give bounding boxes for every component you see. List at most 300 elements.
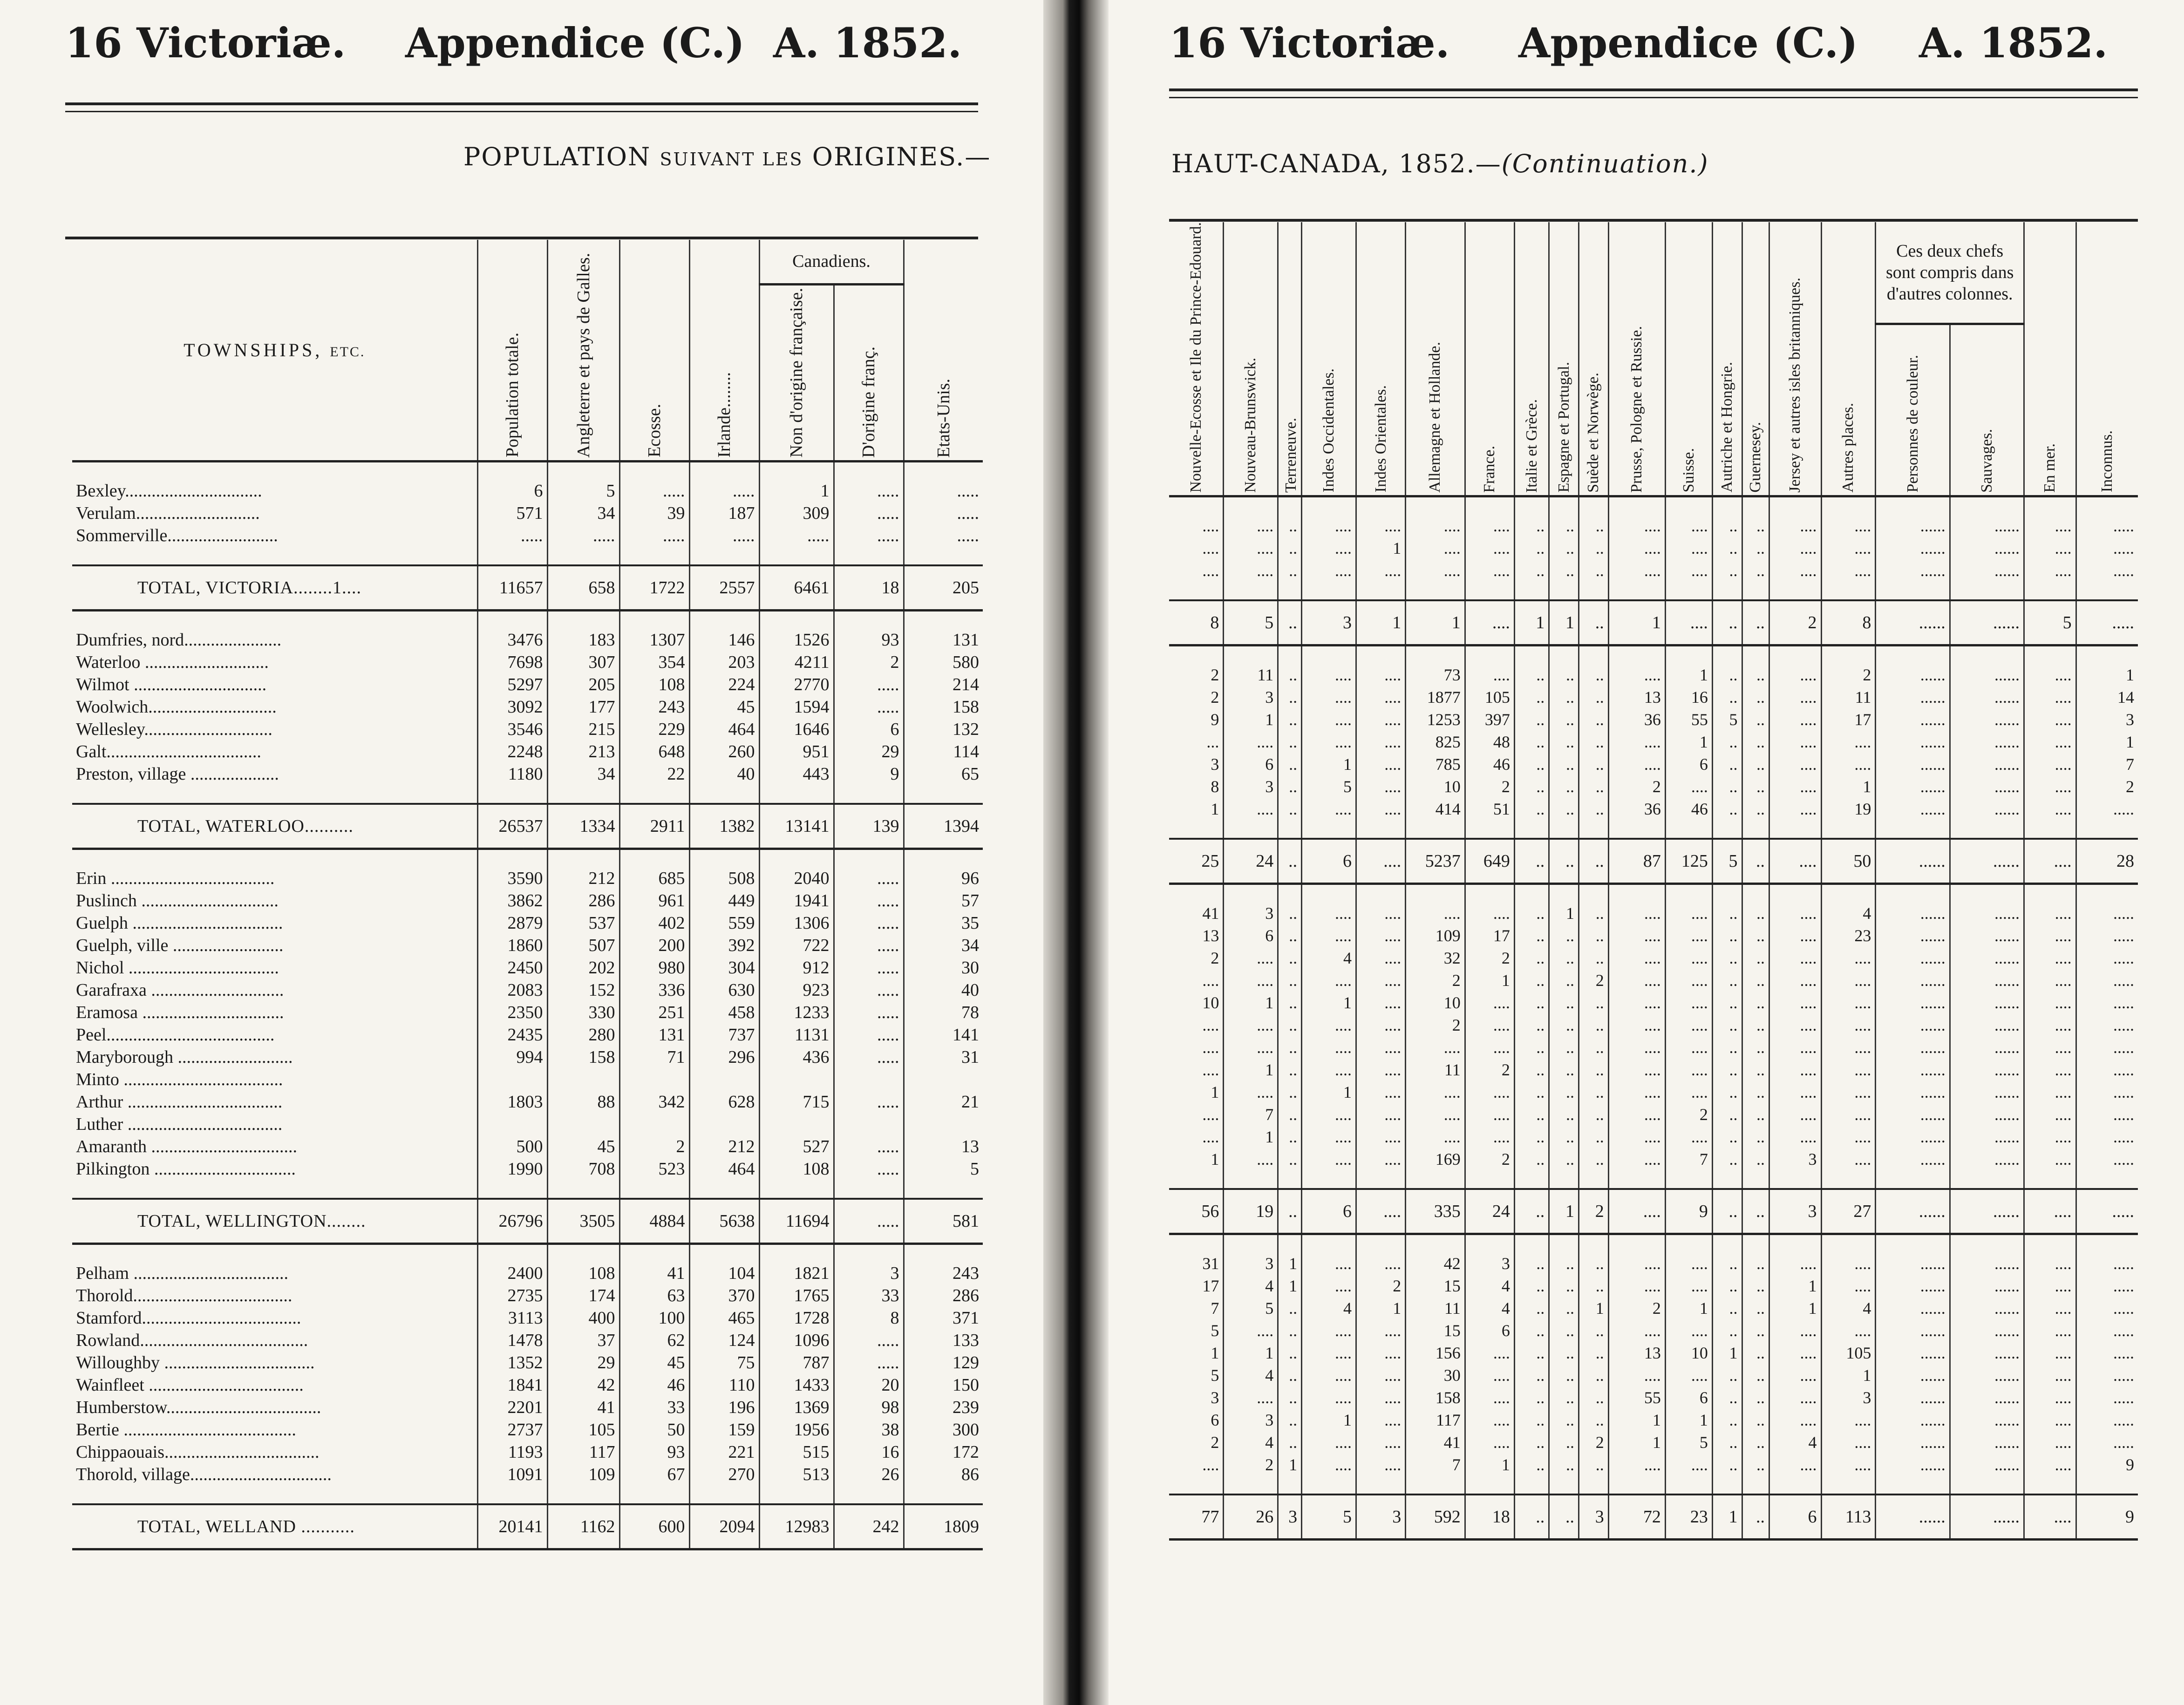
cell-value: .. [1278, 537, 1302, 559]
cell-value: .... [2024, 1319, 2076, 1342]
cell-value: 221 [689, 1441, 759, 1463]
cell-value: 98 [834, 1396, 904, 1419]
cell-value: .. [1742, 1014, 1769, 1036]
cell-value: .... [1821, 537, 1876, 559]
cell-value: .. [1742, 686, 1769, 708]
cell-value: .. [1514, 515, 1549, 537]
township-name: Stamford.................................... [76, 1308, 301, 1328]
cell-value: .. [1278, 1148, 1302, 1170]
cell-value: .... [1821, 1103, 1876, 1126]
cell-value: ...... [1950, 686, 2024, 708]
cell-value: 513 [759, 1463, 834, 1486]
cell-value: 2 [1356, 1275, 1406, 1297]
cell-value: 708 [547, 1158, 619, 1180]
cell-value: .... [1302, 798, 1356, 820]
cell-value: .... [1356, 1409, 1406, 1431]
cell-value: .... [1821, 1059, 1876, 1081]
townships-header [72, 240, 477, 461]
cell-value: 2248 [477, 740, 547, 763]
cell-value: .. [1549, 1014, 1579, 1036]
table-row [72, 629, 983, 651]
cell-value: .. [1742, 1386, 1769, 1409]
total-value: 5 [2024, 600, 2076, 645]
cell-value: 715 [759, 1091, 834, 1113]
cell-value: 4 [1302, 1297, 1356, 1319]
cell-value: 397 [1465, 708, 1514, 731]
table-row [72, 979, 983, 1001]
cell-value: 146 [689, 629, 759, 651]
cell-value: .. [1278, 1319, 1302, 1342]
cell-value: .. [1278, 1059, 1302, 1081]
cell-value: .. [1579, 902, 1609, 924]
cell-value: 40 [689, 763, 759, 785]
table-row [72, 651, 983, 673]
cell-value: .... [1769, 1081, 1821, 1103]
total-value: 23 [1665, 1494, 1712, 1539]
col-irlande: Irlande........ [689, 240, 759, 461]
cell-value: ...... [1950, 1431, 2024, 1454]
total-value: 592 [1406, 1494, 1465, 1539]
cell-value: 1 [1356, 1297, 1406, 1319]
cell-value: 1 [2076, 731, 2138, 753]
cell-value: .. [1712, 1059, 1742, 1081]
cell-value: 458 [689, 1001, 759, 1024]
cell-value: 1 [1211, 1150, 1219, 1169]
cell-value: 370 [689, 1284, 759, 1307]
cell-value: ..... [477, 524, 547, 547]
gap-row [1169, 820, 2138, 839]
cell-value: 4 [1302, 947, 1356, 969]
township-name: Bexley............................... [76, 481, 262, 501]
cell-value: .... [1356, 775, 1406, 798]
column-header: Terreneuve. [1278, 222, 1302, 496]
cell-value: ...... [1950, 731, 2024, 753]
table-row [72, 1158, 983, 1180]
cell-value: .... [1769, 1103, 1821, 1126]
cell-value: .... [1821, 969, 1876, 992]
cell-value: .... [1769, 708, 1821, 731]
total-value: 2094 [689, 1504, 759, 1549]
cell-value: .. [1514, 1319, 1549, 1342]
total-value: ...... [1950, 1189, 2024, 1234]
cell-value: .. [1742, 1454, 1769, 1476]
table-row [1169, 1081, 2138, 1103]
cell-value: 1 [1211, 800, 1219, 819]
cell-value: .. [1712, 515, 1742, 537]
cell-value: .... [1465, 992, 1514, 1014]
cell-value: 108 [759, 1158, 834, 1180]
cell-value: 2 [1665, 1103, 1712, 1126]
cell-value: 37 [547, 1329, 619, 1352]
cell-value: ..... [2076, 1297, 2138, 1319]
cell-value: 1307 [619, 629, 689, 651]
cell-value: .... [2024, 798, 2076, 820]
cell-value: ..... [834, 1158, 904, 1180]
cell-value: .... [1465, 1409, 1514, 1431]
cell-value: .... [1356, 1431, 1406, 1454]
cell-value: ..... [834, 696, 904, 718]
header-right: A. 1852. [773, 19, 962, 67]
cell-value: 1306 [759, 912, 834, 934]
cell-value: 2435 [477, 1024, 547, 1046]
canadiens-group-header: Canadiens. [759, 240, 904, 284]
cell-value: .. [1579, 708, 1609, 731]
cell-value: ..... [2076, 902, 2138, 924]
cell-value: 4 [1769, 1431, 1821, 1454]
township-name: Pelham ................................... [76, 1263, 288, 1283]
cell-value: ...... [1950, 798, 2024, 820]
township-name: Erin ..................................... [76, 869, 275, 888]
cell-value: 1131 [759, 1024, 834, 1046]
cell-value: .. [1712, 537, 1742, 559]
cell-value: .. [1549, 1081, 1579, 1103]
cell-value: .... [1608, 1059, 1665, 1081]
cell-value: .. [1549, 1319, 1579, 1342]
table-row [1169, 1454, 2138, 1476]
chefs-group-header: Ces deux chefs sont compris dans d'autres colonnes. [1876, 222, 2024, 324]
cell-value: 11 [1224, 664, 1278, 686]
cell-value: .... [2024, 1364, 2076, 1386]
cell-value: 2 [1406, 1014, 1465, 1036]
cell-value: .... [2024, 559, 2076, 582]
table-row [72, 1091, 983, 1113]
cell-value: 1433 [759, 1374, 834, 1396]
cell-value: 42 [547, 1374, 619, 1396]
cell-value: .... [1356, 1319, 1406, 1342]
cell-value: 1 [1224, 1126, 1278, 1148]
cell-value: ...... [1876, 1342, 1950, 1364]
table-top-rule [65, 237, 978, 239]
cell-value: .... [1224, 969, 1278, 992]
total-value: 3 [1769, 1189, 1821, 1234]
cell-value: .... [1224, 1014, 1278, 1036]
cell-value: 215 [547, 718, 619, 740]
cell-value: 508 [689, 867, 759, 890]
table-row [72, 934, 983, 957]
cell-value: .. [1514, 775, 1549, 798]
cell-value: .... [1406, 1081, 1465, 1103]
cell-value: 2400 [477, 1262, 547, 1284]
cell-value: 177 [547, 696, 619, 718]
total-value: 9 [1665, 1189, 1712, 1234]
table-row [1169, 924, 2138, 947]
cell-value: 722 [759, 934, 834, 957]
cell-value: 2 [1608, 1297, 1665, 1319]
cell-value: .... [1202, 1128, 1219, 1147]
total-value: 5 [1712, 839, 1742, 883]
cell-value: .. [1742, 1081, 1769, 1103]
cell-value: 6 [1465, 1319, 1514, 1342]
township-name: Preston, village .................... [76, 764, 279, 784]
table-row [1169, 1059, 2138, 1081]
page-title-right [1171, 149, 1709, 178]
cell-value: .... [1302, 1148, 1356, 1170]
cell-value: 1 [1665, 664, 1712, 686]
col-population-totale: Population totale. [477, 240, 547, 461]
cell-value: 2770 [759, 673, 834, 696]
cell-value: 3 [1211, 1388, 1219, 1407]
cell-value: 1233 [759, 1001, 834, 1024]
cell-value: .... [1302, 969, 1356, 992]
cell-value: 35 [904, 912, 983, 934]
cell-value: .. [1278, 686, 1302, 708]
cell-value: .... [1356, 902, 1406, 924]
cell-value [689, 1113, 759, 1135]
cell-value: 159 [689, 1419, 759, 1441]
cell-value: .... [1465, 1342, 1514, 1364]
table-row [1169, 902, 2138, 924]
cell-value: 4 [1465, 1297, 1514, 1319]
cell-value: ..... [2076, 1409, 2138, 1431]
total-value: 26537 [477, 804, 547, 849]
cell-value: ..... [2076, 992, 2138, 1014]
cell-value: .... [1202, 561, 1219, 580]
cell-value: 571 [477, 502, 547, 524]
cell-value: .... [1202, 516, 1219, 536]
cell-value: .... [2024, 902, 2076, 924]
cell-value: .... [1302, 708, 1356, 731]
cell-value: .. [1579, 1252, 1609, 1275]
cell-value: 1594 [759, 696, 834, 718]
table-row [1169, 992, 2138, 1014]
cell-value: 2 [1211, 1433, 1219, 1452]
cell-value: 2 [1608, 775, 1665, 798]
cell-value: ...... [1950, 515, 2024, 537]
total-value: .. [1514, 1494, 1549, 1539]
cell-value: 1 [1712, 1342, 1742, 1364]
cell-value: .. [1549, 686, 1579, 708]
cell-value: .... [1608, 731, 1665, 753]
cell-value: .. [1742, 798, 1769, 820]
cell-value: 1 [1224, 1059, 1278, 1081]
cell-value: ..... [547, 524, 619, 547]
table-row [72, 1352, 983, 1374]
total-value: .. [1549, 839, 1579, 883]
column-header: Indes Occidentales. [1302, 222, 1356, 496]
cell-value: 23 [1821, 924, 1876, 947]
total-value: 25 [1169, 839, 1224, 883]
cell-value: 213 [547, 740, 619, 763]
total-value: 12983 [759, 1504, 834, 1549]
total-value: 5 [1224, 600, 1278, 645]
total-value: 125 [1665, 839, 1712, 883]
cell-value: .. [1278, 775, 1302, 798]
cell-value: .... [1356, 1364, 1406, 1386]
cell-value: .... [1465, 1036, 1514, 1059]
cell-value: .... [1302, 1036, 1356, 1059]
col-origine-francaise: D'origine franç. [834, 284, 904, 461]
cell-value: ... [1206, 733, 1219, 752]
cell-value: ..... [2076, 924, 2138, 947]
cell-value: .... [1608, 515, 1665, 537]
cell-value: 4 [1224, 1364, 1278, 1386]
cell-value: 2 [1211, 666, 1219, 685]
cell-value: 3 [1769, 1148, 1821, 1170]
cell-value: .. [1514, 798, 1549, 820]
cell-value: ...... [1876, 1014, 1950, 1036]
cell-value: .... [1224, 1148, 1278, 1170]
cell-value: .. [1742, 1319, 1769, 1342]
gap-row [1169, 1476, 2138, 1494]
cell-value: ..... [2076, 1275, 2138, 1297]
cell-value: 3 [1211, 755, 1219, 774]
cell-value: 260 [689, 740, 759, 763]
cell-value: .... [2024, 686, 2076, 708]
title-main: POPULATION [463, 142, 651, 171]
cell-value: 212 [547, 867, 619, 890]
cell-value: .. [1278, 1036, 1302, 1059]
cell-value: .... [1665, 1275, 1712, 1297]
cell-value: 50 [619, 1419, 689, 1441]
total-value: ..... [2076, 1189, 2138, 1234]
total-value: 1 [1549, 600, 1579, 645]
cell-value: 2 [1579, 969, 1609, 992]
cell-value: .... [1608, 559, 1665, 582]
cell-value: 40 [904, 979, 983, 1001]
cell-value: ..... [689, 480, 759, 502]
cell-value: ..... [834, 1329, 904, 1352]
cell-value: 3862 [477, 890, 547, 912]
cell-value: 141 [904, 1024, 983, 1046]
cell-value: 2 [2076, 775, 2138, 798]
table-row [1169, 515, 2138, 537]
cell-value: 36 [1608, 708, 1665, 731]
total-value: 3 [1302, 600, 1356, 645]
total-value: 139 [834, 804, 904, 849]
cell-value: 3 [2076, 708, 2138, 731]
total-value: .... [1769, 839, 1821, 883]
column-header: Inconnus. [2076, 222, 2138, 496]
cell-value: ..... [834, 957, 904, 979]
etc-label: ETC. [330, 344, 366, 360]
table-row [1169, 1409, 2138, 1431]
cell-value: .. [1742, 559, 1769, 582]
table-row [72, 1046, 983, 1068]
cell-value: ..... [2076, 515, 2138, 537]
cell-value: .. [1549, 1364, 1579, 1386]
total-value: .. [1742, 1494, 1769, 1539]
cell-value: 212 [689, 1135, 759, 1158]
cell-value: .... [2024, 1297, 2076, 1319]
cell-value: 2 [1224, 1454, 1278, 1476]
cell-value: .. [1712, 992, 1742, 1014]
cell-value: 41 [547, 1396, 619, 1419]
cell-value: 2 [1465, 775, 1514, 798]
cell-value: 286 [904, 1284, 983, 1307]
cell-value: .... [1665, 775, 1712, 798]
cell-value: .... [1302, 1126, 1356, 1148]
cell-value: .... [1302, 559, 1356, 582]
cell-value: 17 [1821, 708, 1876, 731]
total-value: 26796 [477, 1199, 547, 1243]
cell-value: ..... [834, 1352, 904, 1374]
cell-value: .... [1224, 515, 1278, 537]
table-row [1169, 969, 2138, 992]
total-value: 1722 [619, 565, 689, 610]
cell-value: ...... [1950, 1103, 2024, 1126]
cell-value: ..... [834, 524, 904, 547]
cell-value: 7 [1224, 1103, 1278, 1126]
cell-value: 46 [1465, 753, 1514, 775]
cell-value: 1 [1224, 1342, 1278, 1364]
cell-value: 31 [1202, 1254, 1219, 1273]
table-row [72, 1262, 983, 1284]
cell-value: ..... [834, 1001, 904, 1024]
cell-value: 1091 [477, 1463, 547, 1486]
cell-value: ..... [904, 502, 983, 524]
cell-value: .. [1742, 1252, 1769, 1275]
cell-value: .. [1712, 1431, 1742, 1454]
cell-value: ..... [759, 524, 834, 547]
cell-value: 1526 [759, 629, 834, 651]
total-value: 600 [619, 1504, 689, 1549]
cell-value: .. [1549, 1342, 1579, 1364]
cell-value: .... [1406, 1036, 1465, 1059]
cell-value: 13 [1608, 1342, 1665, 1364]
total-value: .. [1742, 600, 1769, 645]
cell-value: 465 [689, 1307, 759, 1329]
cell-value: 3476 [477, 629, 547, 651]
cell-value: 523 [619, 1158, 689, 1180]
cell-value: 16 [834, 1441, 904, 1463]
cell-value: .... [2024, 1103, 2076, 1126]
cell-value: .. [1742, 753, 1769, 775]
total-value: 1 [1514, 600, 1549, 645]
total-value: ..... [2076, 600, 2138, 645]
cell-value: .... [2024, 1431, 2076, 1454]
cell-value: .. [1549, 1386, 1579, 1409]
cell-value: .... [1302, 1431, 1356, 1454]
cell-value: 205 [547, 673, 619, 696]
table-row [1169, 1036, 2138, 1059]
cell-value: .... [1821, 1431, 1876, 1454]
total-value: 5 [1302, 1494, 1356, 1539]
cell-value: 2 [1465, 947, 1514, 969]
cell-value: .... [1608, 1014, 1665, 1036]
cell-value: .. [1712, 798, 1742, 820]
cell-value: .. [1742, 969, 1769, 992]
cell-value: .. [1514, 1454, 1549, 1476]
cell-value: ...... [1950, 1081, 2024, 1103]
total-value: 72 [1608, 1494, 1665, 1539]
cell-value: 4 [1821, 1297, 1876, 1319]
cell-value: 105 [1821, 1342, 1876, 1364]
cell-value: 3 [1224, 902, 1278, 924]
townships-label: TOWNSHIPS, [184, 339, 323, 360]
cell-value: .... [1465, 1103, 1514, 1126]
cell-value: .. [1579, 1319, 1609, 1342]
cell-value: 1765 [759, 1284, 834, 1307]
cell-value: ...... [1950, 753, 2024, 775]
table-row [72, 1419, 983, 1441]
cell-value: 196 [689, 1396, 759, 1419]
cell-value: ..... [2076, 1386, 2138, 1409]
cell-value: 10 [1406, 775, 1465, 798]
cell-value: 11 [1821, 686, 1876, 708]
cell-value: 6 [1224, 753, 1278, 775]
cell-value: .. [1579, 1014, 1609, 1036]
total-value: .... [2024, 839, 2076, 883]
cell-value: .... [1202, 1060, 1219, 1080]
cell-value: .... [1406, 515, 1465, 537]
cell-value: ...... [1950, 1126, 2024, 1148]
table-row [1169, 1126, 2138, 1148]
cell-value: 402 [619, 912, 689, 934]
cell-value: ...... [1950, 1386, 2024, 1409]
column-header: Espagne et Portugal. [1549, 222, 1579, 496]
total-value: 77 [1169, 1494, 1224, 1539]
cell-value: ..... [2076, 798, 2138, 820]
